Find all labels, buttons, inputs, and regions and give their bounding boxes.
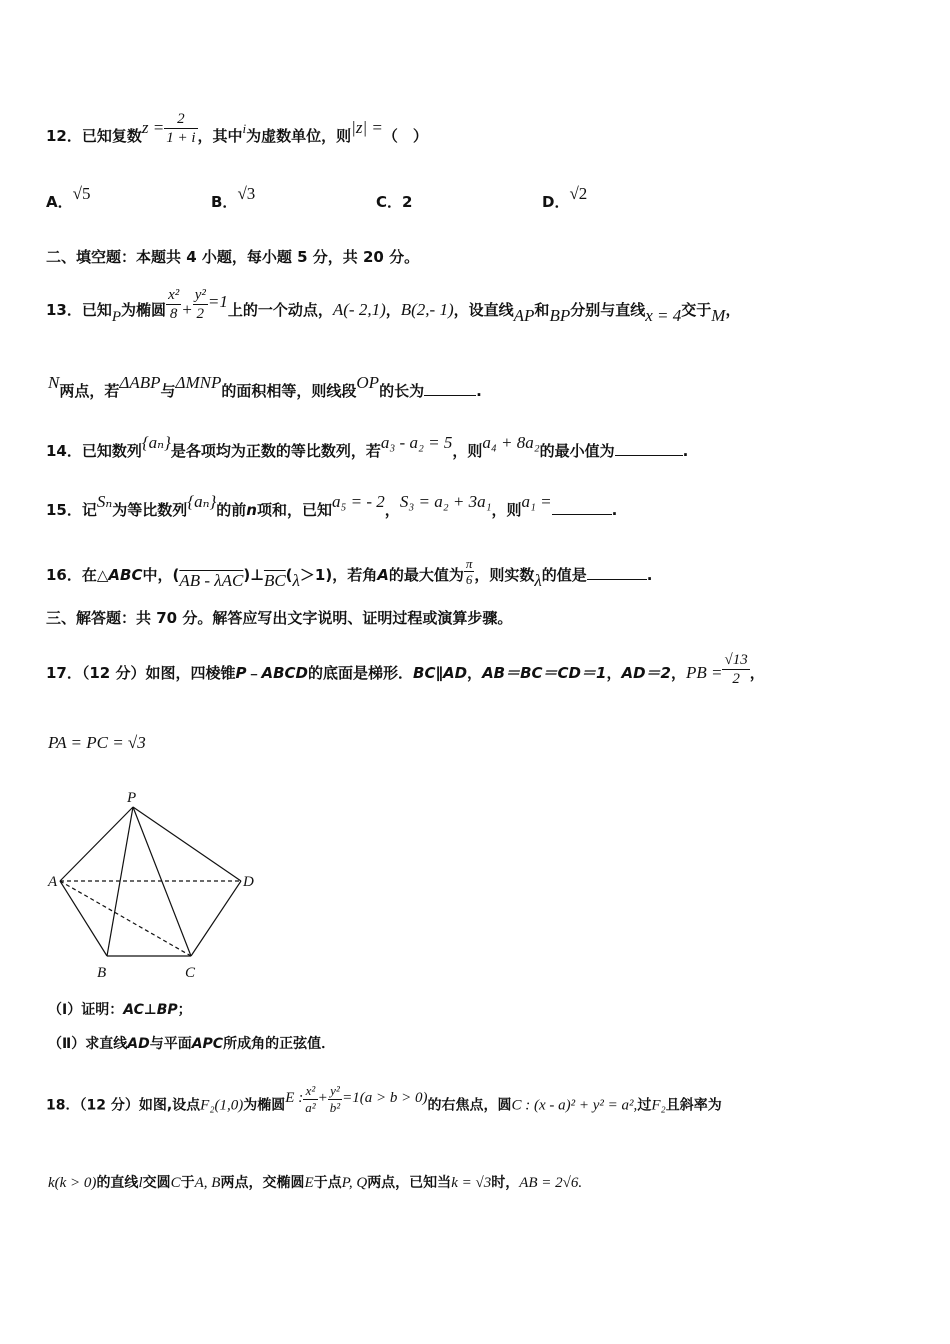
q12-option-c: C．2 — [376, 193, 413, 211]
q17-line2: PA = PC = √3 — [48, 733, 146, 752]
q16-answer-blank — [587, 565, 647, 580]
label-c: C — [185, 965, 196, 981]
pyramid-figure — [45, 785, 265, 985]
q15-line: 15．记Sₙ为等比数列{aₙ}的前n项和，已知a₅ = - 2，S₃ = a₂ + 3a₁，则a₁ = . — [46, 492, 618, 519]
q12-line: 12．已知复数z = $\frac{2}{1 + i}$ ，其中i为虚数单位，则|z| =（ ） — [46, 111, 428, 146]
q13-line2: N两点，若ΔABP与ΔMNP的面积相等，则线段OP的长为 . — [48, 373, 482, 400]
q12-option-b: B．√3 — [211, 184, 256, 211]
q12-abs: |z| = — [351, 118, 383, 137]
section-2-heading: 二、填空题：本题共 4 小题，每小题 5 分，共 20 分。 — [46, 248, 420, 266]
label-d: D — [243, 874, 254, 890]
q12-z: z = — [141, 118, 165, 137]
label-b: B — [97, 965, 107, 981]
section-3-heading: 三、解答题：共 70 分。解答应写出文字说明、证明过程或演算步骤。 — [46, 609, 513, 627]
edge-cd — [191, 881, 241, 956]
edge-ac-dashed — [60, 881, 191, 956]
q13-answer-blank — [424, 381, 476, 396]
q12-fraction: $\frac{2}{1 + i}$ — [166, 111, 196, 146]
q12-option-a: A．√5 — [46, 184, 91, 211]
q17-line1: 17．（12 分）如图，四棱锥P﹣ABCD的底面是梯形．BC∥AD，AB＝BC＝CD＝1，AD＝2，PB = $\frac{√13}{2}$ ， — [46, 652, 765, 687]
q13-ellipse-frac1: $\frac{\text{x²}}{8}$ — [168, 287, 180, 322]
q18-line2: k(k > 0)的直线l交圆C于A, B两点，交椭圆E于点P, Q两点，已知当k = √3时，AB = 2√6. — [48, 1175, 583, 1191]
q13-line1: 13．已知P为椭圆 $\frac{\text{x²}}{8}$ + $\frac{\text{y²}}{2}$ =1上的一个动点，A(- 2,1)，B(2,- 1)，设直线AP和BP分别与直线x = 4交于M， — [46, 287, 741, 325]
q18-line1: 18．（12 分）如图,设点F₂(1,0)为椭圆E : $\frac{\text{x²}}{\text{a²}}$ + $\frac{\text{y²}}{\text{b²}}$ =1(a > b > 0)的右焦点，圆C : (x - a)² + y² = a²,过F₂且斜率为 — [46, 1083, 722, 1115]
label-p: P — [127, 790, 137, 806]
edge-ab — [60, 881, 107, 956]
q16-line: 16．在△ABC中，$(AB - \lambda AC)\perp\overline{BC}(\lambda>1)$，若角A的最大值为 $\frac{\pi}{6}$ ，则实数λ的值是 . — [46, 556, 653, 590]
q17-part2: （Ⅱ）求直线AD与平面APC所成角的正弦值． — [48, 1036, 336, 1052]
q14-answer-blank — [615, 441, 683, 456]
q15-answer-blank — [552, 500, 612, 515]
q13-ellipse-frac2: $\frac{\text{y²}}{2}$ — [194, 287, 206, 322]
q12-label: 12．已知复数 — [46, 127, 142, 145]
q17-part1: （Ⅰ）证明：AC⊥BP； — [48, 1002, 192, 1018]
q14-line: 14．已知数列{aₙ}是各项均为正数的等比数列，若a₃ - a₂ = 5，则a₄ + 8a₂的最小值为 . — [46, 433, 689, 460]
q12-option-d: D．√2 — [542, 184, 588, 211]
edge-pd — [133, 807, 241, 881]
label-a: A — [48, 874, 58, 890]
